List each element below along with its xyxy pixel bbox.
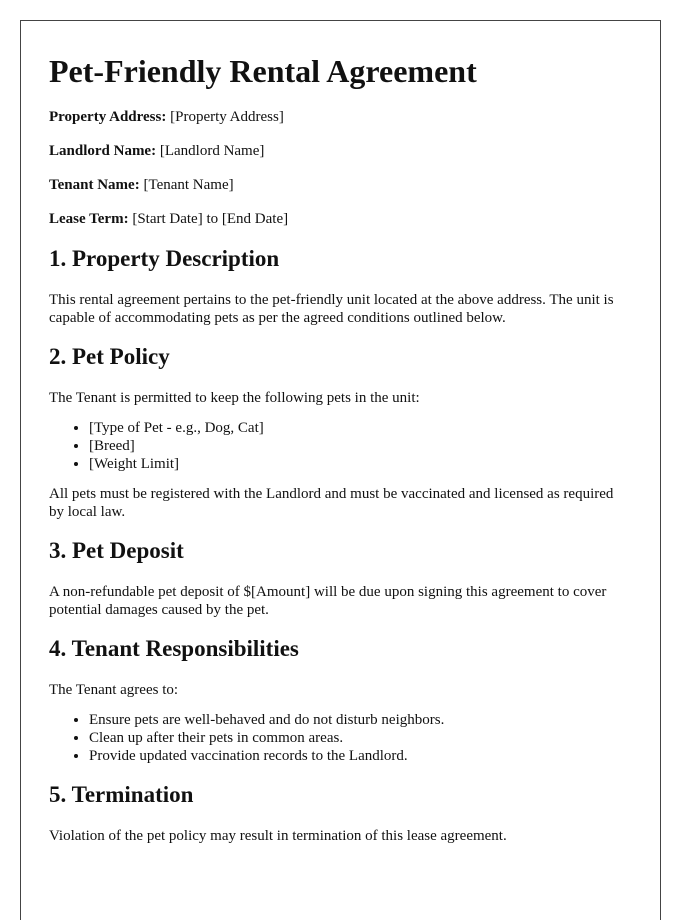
section-heading: 1. Property Description bbox=[49, 246, 280, 271]
field-value: [Tenant Name] bbox=[143, 177, 234, 193]
section-termination bbox=[49, 781, 632, 845]
section-paragraph: All pets must be registered with the Landlord and must be vaccinated and licensed as required by local law. bbox=[49, 486, 614, 520]
field-label: Tenant Name: bbox=[49, 177, 140, 193]
section-heading: 4. Tenant Responsibilities bbox=[49, 636, 299, 661]
section-paragraph: The Tenant agrees to: bbox=[49, 682, 179, 698]
field-value: [Property Address] bbox=[170, 109, 284, 125]
responsibilities-list bbox=[49, 711, 632, 765]
section-heading: 2. Pet Policy bbox=[49, 344, 170, 369]
document-title: Pet-Friendly Rental Agreement bbox=[49, 53, 477, 89]
property-address-field bbox=[49, 107, 632, 127]
section-tenant-responsibilities bbox=[49, 635, 632, 765]
section-paragraph: This rental agreement pertains to the pet-friendly unit located at the above address. The unit is capable of accommodating pets as per the agreed conditions outlined below. bbox=[49, 292, 614, 326]
section-heading: 3. Pet Deposit bbox=[49, 538, 184, 563]
field-value: [Start Date] to [End Date] bbox=[132, 211, 289, 227]
list-item: • [Breed] bbox=[89, 437, 632, 455]
section-paragraph: The Tenant is permitted to keep the following pets in the unit: bbox=[49, 390, 420, 406]
section-heading: 5. Termination bbox=[49, 782, 194, 807]
list-item: • [Weight Limit] bbox=[89, 455, 632, 473]
agreement-page bbox=[20, 20, 661, 920]
list-item: • Provide updated vaccination records to the Landlord. bbox=[89, 747, 632, 765]
field-label: Landlord Name: bbox=[49, 143, 157, 159]
section-pet-deposit bbox=[49, 537, 632, 619]
section-paragraph: Violation of the pet policy may result in termination of this lease agreement. bbox=[49, 828, 507, 844]
list-item: • Clean up after their pets in common areas. bbox=[89, 729, 632, 747]
field-label: Lease Term: bbox=[49, 211, 129, 227]
tenant-name-field bbox=[49, 175, 632, 195]
section-paragraph: A non-refundable pet deposit of $[Amount] will be due upon signing this agreement to cover potential damages caused by the pet. bbox=[49, 584, 607, 618]
list-item: • Ensure pets are well-behaved and do not disturb neighbors. bbox=[89, 711, 632, 729]
section-pet-policy bbox=[49, 343, 632, 521]
list-item: • [Type of Pet - e.g., Dog, Cat] bbox=[89, 419, 632, 437]
field-value: [Landlord Name] bbox=[159, 143, 265, 159]
field-label: Property Address: bbox=[49, 109, 167, 125]
section-property-description bbox=[49, 245, 632, 327]
lease-term-field bbox=[49, 209, 632, 229]
pet-list bbox=[49, 419, 632, 473]
landlord-name-field bbox=[49, 141, 632, 161]
